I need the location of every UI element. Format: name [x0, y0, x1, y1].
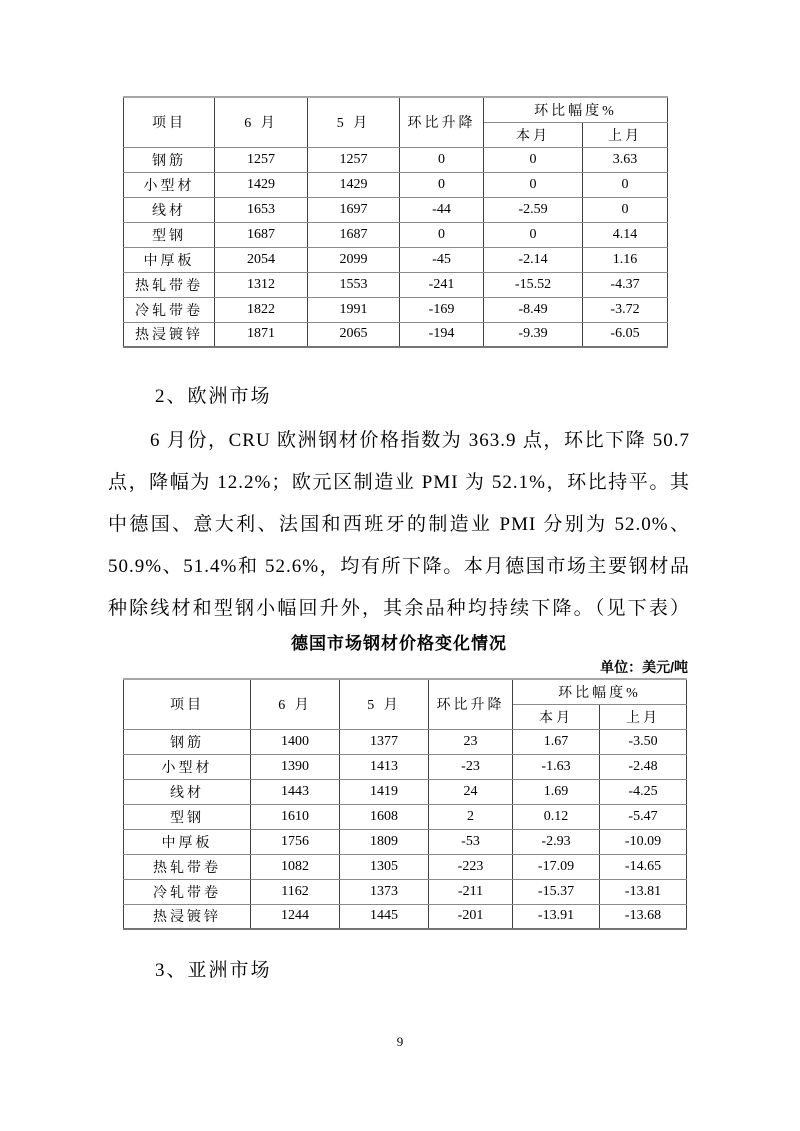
row-item-label: 中厚板 — [124, 829, 251, 854]
row-value-cell: 1400 — [251, 729, 340, 754]
row-value-cell: -44 — [400, 197, 484, 222]
germany-steel-price-table — [123, 678, 687, 930]
row-value-cell: 1377 — [340, 729, 429, 754]
row-value-cell: 0 — [400, 147, 484, 172]
column-header-change: 环比升降 — [400, 97, 484, 147]
row-item-label: 中厚板 — [124, 247, 215, 272]
row-value-cell: -1.63 — [513, 754, 600, 779]
column-header-item: 项目 — [124, 679, 251, 729]
table-row — [124, 879, 687, 904]
row-value-cell: 0 — [583, 197, 668, 222]
row-value-cell: 1390 — [251, 754, 340, 779]
row-value-cell: -4.37 — [583, 272, 668, 297]
germany-table-title: 德国市场钢材价格变化情况 — [291, 634, 507, 653]
row-value-cell: 2054 — [215, 247, 308, 272]
row-value-cell: 0 — [484, 222, 583, 247]
row-value-cell: 1445 — [340, 904, 429, 929]
column-header-last-month: 上月 — [600, 704, 687, 729]
row-item-label: 型钢 — [124, 222, 215, 247]
row-value-cell: 1429 — [308, 172, 400, 197]
row-value-cell: 1429 — [215, 172, 308, 197]
table-row — [124, 904, 687, 929]
row-value-cell: 1373 — [340, 879, 429, 904]
column-header-item: 项目 — [124, 97, 215, 147]
row-item-label: 小型材 — [124, 754, 251, 779]
column-header-may: 5 月 — [340, 679, 429, 729]
row-value-cell: -8.49 — [484, 297, 583, 322]
column-header-this-month: 本月 — [513, 704, 600, 729]
row-value-cell: 2099 — [308, 247, 400, 272]
row-value-cell: 1413 — [340, 754, 429, 779]
table-row — [124, 829, 687, 854]
table-body — [124, 729, 687, 929]
paragraph-line: 点，降幅为 12.2%；欧元区制造业 PMI 为 52.1%，环比持平。其 — [108, 472, 690, 493]
row-item-label: 热浸镀锌 — [124, 322, 215, 347]
table-row — [124, 147, 668, 172]
row-value-cell: 1312 — [215, 272, 308, 297]
row-value-cell: 0 — [484, 147, 583, 172]
row-value-cell: -2.14 — [484, 247, 583, 272]
column-header-may: 5 月 — [308, 97, 400, 147]
row-item-label: 热浸镀锌 — [124, 904, 251, 929]
row-value-cell: 1257 — [308, 147, 400, 172]
row-value-cell: -15.37 — [513, 879, 600, 904]
column-header-change: 环比升降 — [429, 679, 513, 729]
row-value-cell: -2.93 — [513, 829, 600, 854]
row-value-cell: -3.50 — [600, 729, 687, 754]
row-value-cell: -2.48 — [600, 754, 687, 779]
row-value-cell: -9.39 — [484, 322, 583, 347]
row-value-cell: -4.25 — [600, 779, 687, 804]
row-value-cell: 3.63 — [583, 147, 668, 172]
row-value-cell: 23 — [429, 729, 513, 754]
table-header — [124, 679, 687, 729]
row-item-label: 热轧带卷 — [124, 272, 215, 297]
row-value-cell: 1809 — [340, 829, 429, 854]
table-row — [124, 222, 668, 247]
row-value-cell: 1610 — [251, 804, 340, 829]
row-value-cell: 1257 — [215, 147, 308, 172]
row-value-cell: -3.72 — [583, 297, 668, 322]
table-row — [124, 322, 668, 347]
row-value-cell: 1756 — [251, 829, 340, 854]
column-header-ratio-group: 环比幅度% — [513, 679, 687, 704]
table-row — [124, 779, 687, 804]
row-item-label: 线材 — [124, 197, 215, 222]
row-value-cell: 1697 — [308, 197, 400, 222]
row-value-cell: 1871 — [215, 322, 308, 347]
row-value-cell: 1305 — [340, 854, 429, 879]
paragraph-line: 50.9%、51.4%和 52.6%，均有所下降。本月德国市场主要钢材品 — [108, 556, 690, 577]
table-body — [124, 147, 668, 347]
row-value-cell: 1687 — [215, 222, 308, 247]
row-value-cell: 1687 — [308, 222, 400, 247]
row-value-cell: -14.65 — [600, 854, 687, 879]
row-item-label: 钢筋 — [124, 729, 251, 754]
column-header-ratio-group: 环比幅度% — [484, 97, 668, 122]
row-value-cell: -13.91 — [513, 904, 600, 929]
table-row — [124, 272, 668, 297]
column-header-june: 6 月 — [251, 679, 340, 729]
paragraph-line: 中德国、意大利、法国和西班牙的制造业 PMI 分别为 52.0%、 — [108, 514, 690, 535]
row-item-label: 热轧带卷 — [124, 854, 251, 879]
row-value-cell: 1244 — [251, 904, 340, 929]
row-item-label: 冷轧带卷 — [124, 879, 251, 904]
row-value-cell: 0 — [400, 222, 484, 247]
table-row — [124, 729, 687, 754]
table-row — [124, 247, 668, 272]
row-value-cell: 0 — [484, 172, 583, 197]
row-value-cell: -211 — [429, 879, 513, 904]
row-value-cell: -194 — [400, 322, 484, 347]
row-value-cell: -13.68 — [600, 904, 687, 929]
row-value-cell: 1991 — [308, 297, 400, 322]
column-header-last-month: 上月 — [583, 122, 668, 147]
paragraph-line: 种除线材和型钢小幅回升外，其余品种均持续下降。（见下表） — [108, 598, 690, 619]
row-value-cell: 1608 — [340, 804, 429, 829]
row-value-cell: -15.52 — [484, 272, 583, 297]
germany-table-unit-label: 单位：美元/吨 — [600, 659, 688, 675]
row-value-cell: -45 — [400, 247, 484, 272]
row-value-cell: 1162 — [251, 879, 340, 904]
column-header-june: 6 月 — [215, 97, 308, 147]
row-value-cell: -13.81 — [600, 879, 687, 904]
row-value-cell: 24 — [429, 779, 513, 804]
row-value-cell: -169 — [400, 297, 484, 322]
europe-market-paragraph — [108, 420, 690, 630]
row-value-cell: 2 — [429, 804, 513, 829]
row-value-cell: 4.14 — [583, 222, 668, 247]
row-value-cell: -53 — [429, 829, 513, 854]
row-value-cell: -2.59 — [484, 197, 583, 222]
row-value-cell: 1419 — [340, 779, 429, 804]
table-row — [124, 754, 687, 779]
row-value-cell: 1653 — [215, 197, 308, 222]
row-value-cell: 0.12 — [513, 804, 600, 829]
section-heading-europe-market: 2、欧洲市场 — [155, 386, 272, 407]
table-row — [124, 197, 668, 222]
row-value-cell: -201 — [429, 904, 513, 929]
table-header — [124, 97, 668, 147]
row-value-cell: 0 — [583, 172, 668, 197]
table-row — [124, 172, 668, 197]
row-value-cell: 2065 — [308, 322, 400, 347]
row-item-label: 线材 — [124, 779, 251, 804]
row-item-label: 小型材 — [124, 172, 215, 197]
row-value-cell: -241 — [400, 272, 484, 297]
row-value-cell: 1553 — [308, 272, 400, 297]
row-value-cell: 1.67 — [513, 729, 600, 754]
row-value-cell: -17.09 — [513, 854, 600, 879]
row-item-label: 钢筋 — [124, 147, 215, 172]
row-value-cell: -223 — [429, 854, 513, 879]
row-value-cell: -6.05 — [583, 322, 668, 347]
row-value-cell: 1.69 — [513, 779, 600, 804]
row-item-label: 型钢 — [124, 804, 251, 829]
paragraph-line: 6 月份，CRU 欧洲钢材价格指数为 363.9 点，环比下降 50.7 — [150, 430, 690, 451]
row-value-cell: 1443 — [251, 779, 340, 804]
europe-steel-price-table — [123, 96, 668, 348]
row-value-cell: -10.09 — [600, 829, 687, 854]
row-value-cell: -23 — [429, 754, 513, 779]
section-heading-asia-market: 3、亚洲市场 — [155, 960, 272, 981]
row-value-cell: 1.16 — [583, 247, 668, 272]
row-value-cell: 0 — [400, 172, 484, 197]
column-header-this-month: 本月 — [484, 122, 583, 147]
row-item-label: 冷轧带卷 — [124, 297, 215, 322]
table-row — [124, 854, 687, 879]
row-value-cell: 1822 — [215, 297, 308, 322]
page-number: 9 — [396, 1034, 404, 1049]
row-value-cell: 1082 — [251, 854, 340, 879]
table-row — [124, 297, 668, 322]
row-value-cell: -5.47 — [600, 804, 687, 829]
table-row — [124, 804, 687, 829]
